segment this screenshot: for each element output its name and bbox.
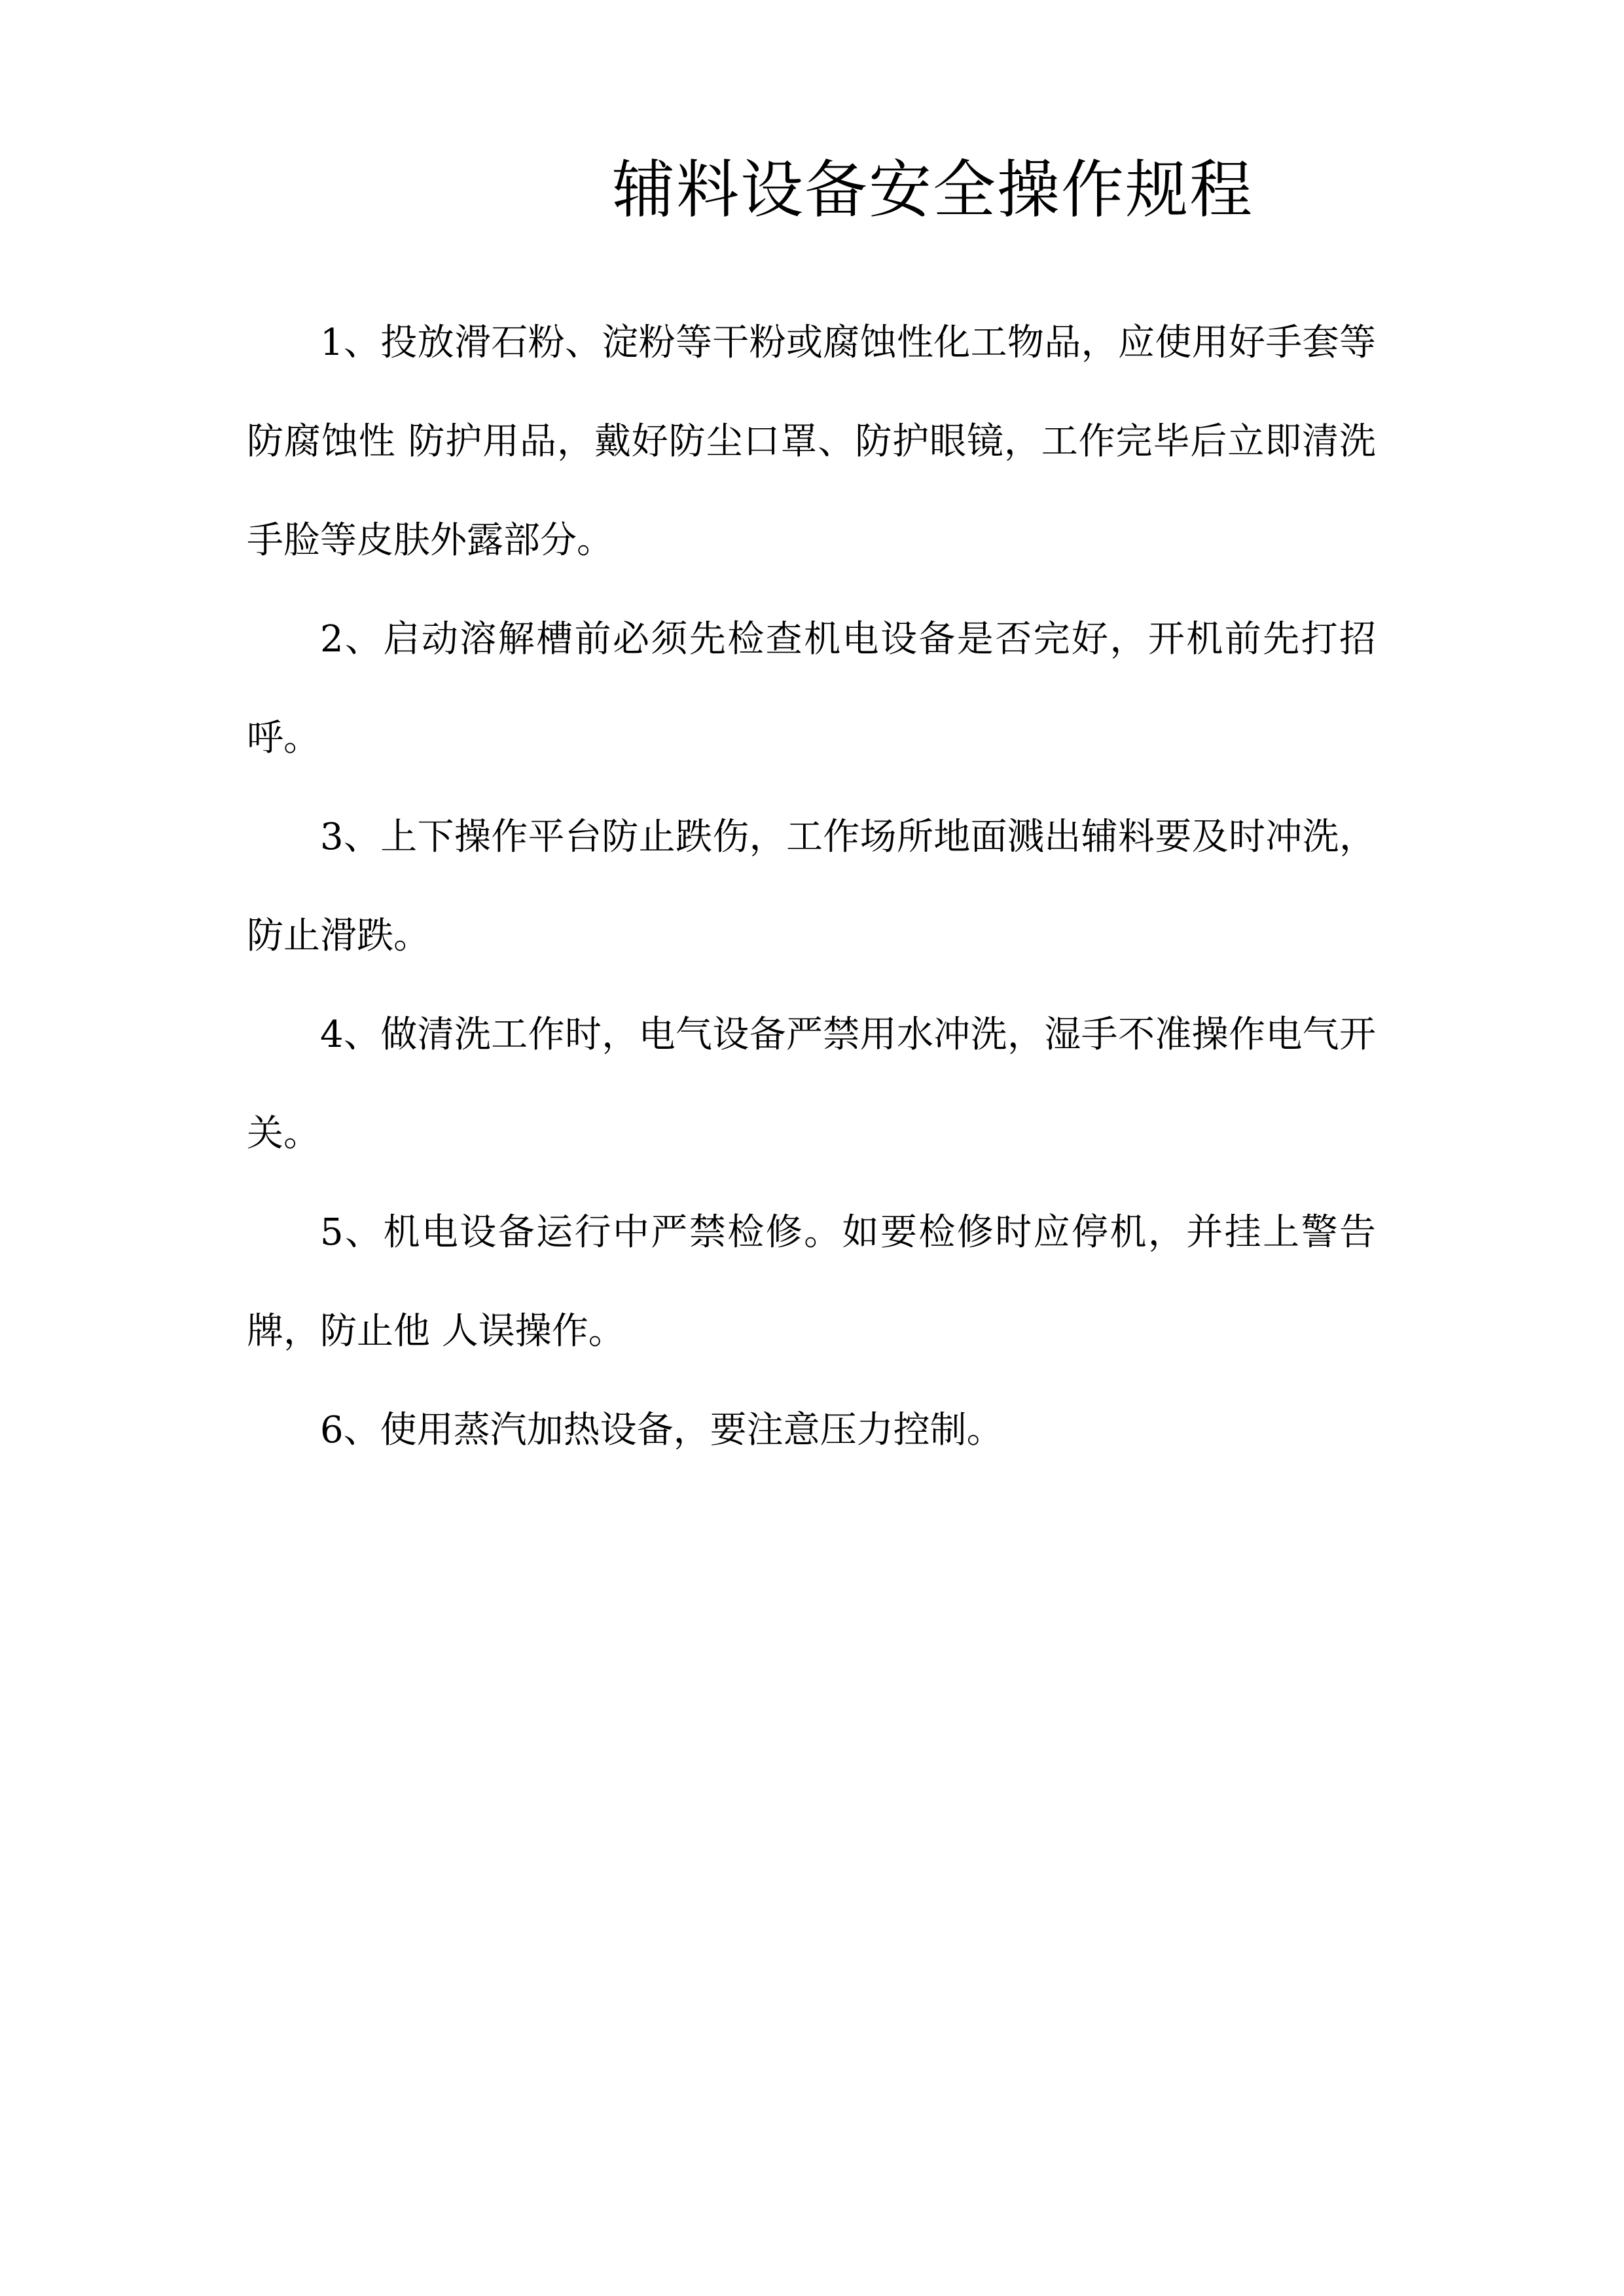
- rule-paragraph-4: 4、做清洗工作时，电气设备严禁用水冲洗，湿手不准操作电气开关。: [247, 1013, 1376, 1155]
- rule-paragraph-5: 5、机电设备运行中严禁检修。如要检修时应停机，并挂上警告牌，防止他 人误操作。: [247, 1211, 1376, 1353]
- document-body: [247, 293, 1376, 1480]
- rule-paragraph-1: 1、投放滑石粉、淀粉等干粉或腐蚀性化工物品，应使用好手套等防腐蚀性 防护用品，戴好防尘口罩、防护眼镜，工作完毕后立即清洗手脸等皮肤外露部分。: [247, 321, 1376, 562]
- rule-paragraph-6: 6、使用蒸汽加热设备，要注意压力控制。: [320, 1409, 1003, 1451]
- document-title: 辅料设备安全操作规程: [612, 153, 1254, 227]
- rule-paragraph-3: 3、上下操作平台防止跌伤，工作场所地面溅出辅料要及时冲洗，防止滑跌。: [247, 816, 1376, 957]
- rule-paragraph-2: 2、启动溶解槽前必须先检查机电设备是否完好，开机前先打招呼。: [247, 618, 1376, 759]
